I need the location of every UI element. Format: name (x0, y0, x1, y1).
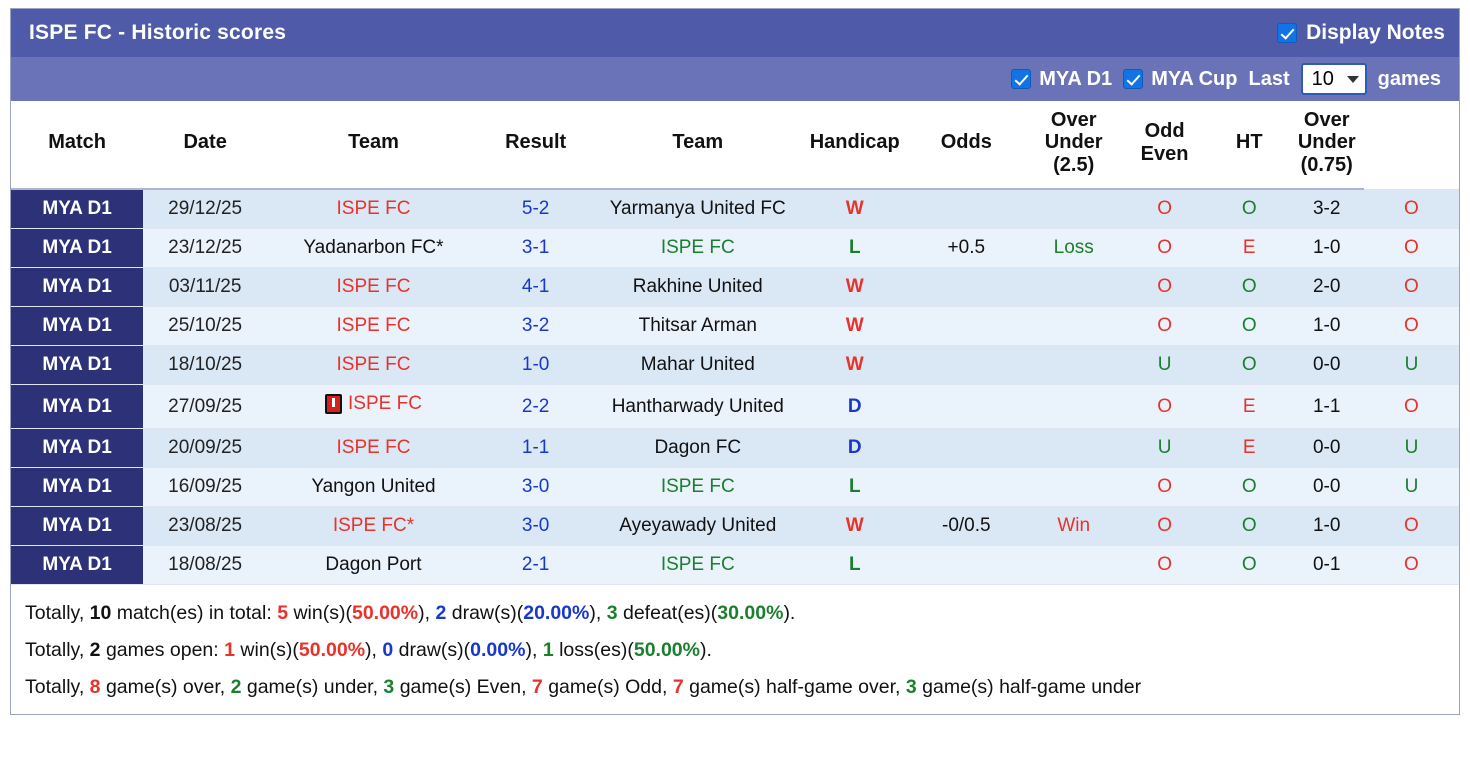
cell-over-under-25: O (1120, 268, 1209, 307)
cell-odd-even: E (1209, 385, 1290, 429)
cell-over-under-25: U (1120, 346, 1209, 385)
mya-cup-checkbox[interactable] (1123, 69, 1143, 89)
page-title: ISPE FC - Historic scores (29, 21, 287, 44)
col-ou075-line2: Under (1297, 131, 1356, 154)
cell-date: 29/12/25 (143, 189, 267, 229)
col-date[interactable]: Date (143, 101, 267, 189)
cell-odds (1027, 385, 1120, 429)
cell-ht: 3-2 (1290, 189, 1364, 229)
cell-result-letter: D (804, 429, 905, 468)
cell-competition: MYA D1 (11, 307, 143, 346)
cell-result-letter: W (804, 268, 905, 307)
cell-over-under-25: O (1120, 189, 1209, 229)
games-label: games (1377, 67, 1441, 90)
cell-over-under-075: O (1364, 307, 1459, 346)
cell-date: 18/10/25 (143, 346, 267, 385)
red-card-icon (325, 394, 342, 414)
cell-over-under-075: O (1364, 268, 1459, 307)
home-team-name: ISPE FC* (332, 515, 415, 537)
cell-score[interactable]: 1-0 (480, 346, 592, 385)
cell-odds (1027, 268, 1120, 307)
home-team-name: Yangon United (311, 476, 436, 498)
cell-away-team[interactable] (591, 546, 804, 585)
summary-block (11, 585, 1459, 714)
cell-odds (1027, 189, 1120, 229)
cell-away-team[interactable] (591, 468, 804, 507)
table-row[interactable] (11, 468, 1459, 507)
display-notes-label: Display Notes (1306, 21, 1445, 44)
s2-v4: 0 (382, 639, 394, 662)
cell-date: 20/09/25 (143, 429, 267, 468)
cell-handicap (905, 346, 1027, 385)
cell-over-under-075: O (1364, 189, 1459, 229)
cell-over-under-25: O (1120, 307, 1209, 346)
cell-date: 23/12/25 (143, 229, 267, 268)
cell-date: 16/09/25 (143, 468, 267, 507)
table-row[interactable] (11, 429, 1459, 468)
table-row[interactable] (11, 189, 1459, 229)
cell-odd-even: E (1209, 229, 1290, 268)
cell-result-letter: W (804, 507, 905, 546)
cell-home-team[interactable] (267, 546, 480, 585)
away-team-name: Dagon FC (654, 437, 742, 459)
s2-t1: Totally, (25, 639, 90, 662)
away-team-name: ISPE FC (660, 554, 735, 576)
cell-result-letter: W (804, 189, 905, 229)
away-team-name: Mahar United (640, 354, 755, 376)
s2-t5: draw(s)( (393, 639, 471, 662)
s3-t5: game(s) Odd, (542, 676, 673, 699)
home-team-name: ISPE FC (348, 393, 422, 415)
away-team-name: Thitsar Arman (638, 315, 757, 337)
cell-ht: 2-0 (1290, 268, 1364, 307)
table-row[interactable] (11, 507, 1459, 546)
cell-odd-even: O (1209, 507, 1290, 546)
games-count-value: 10 (1311, 67, 1334, 90)
filter-mya-cup[interactable] (1123, 68, 1237, 91)
cell-ht: 0-0 (1290, 468, 1364, 507)
cell-odds (1027, 307, 1120, 346)
s1-t6: ), (589, 602, 607, 625)
cell-away-team[interactable] (591, 229, 804, 268)
table-header (11, 101, 1459, 189)
cell-handicap (905, 307, 1027, 346)
home-team-name: ISPE FC (336, 315, 411, 337)
cell-handicap (905, 546, 1027, 585)
s3-t6: game(s) half-game over, (683, 676, 906, 699)
col-ou25-line2: Under (1044, 131, 1103, 154)
s2-t6: ), (525, 639, 543, 662)
table-header-row (11, 101, 1459, 189)
cell-ht: 1-1 (1290, 385, 1364, 429)
cell-competition: MYA D1 (11, 229, 143, 268)
cell-odd-even: O (1209, 189, 1290, 229)
cell-home-team[interactable] (267, 346, 480, 385)
col-oddeven-line1: Odd (1144, 120, 1185, 143)
cell-odd-even: O (1209, 346, 1290, 385)
s1-v2: 5 (277, 602, 289, 625)
table-row[interactable] (11, 307, 1459, 346)
s3-t2: game(s) over, (100, 676, 231, 699)
s1-v1: 10 (89, 602, 112, 625)
cell-result-letter: W (804, 346, 905, 385)
historic-scores-panel (10, 8, 1460, 715)
cell-odd-even: O (1209, 268, 1290, 307)
s1-t2: match(es) in total: (111, 602, 278, 625)
cell-competition: MYA D1 (11, 429, 143, 468)
cell-handicap: -0/0.5 (905, 507, 1027, 546)
s3-t4: game(s) Even, (394, 676, 532, 699)
s2-t2: games open: (100, 639, 225, 662)
summary-line-3 (25, 669, 1445, 706)
col-ou25-line1: Over (1050, 109, 1097, 131)
s3-v5: 7 (672, 676, 684, 699)
cell-over-under-25: O (1120, 229, 1209, 268)
games-count-select[interactable] (1301, 63, 1367, 95)
cell-handicap (905, 468, 1027, 507)
col-result[interactable]: Result (480, 101, 592, 189)
cell-score[interactable]: 1-1 (480, 429, 592, 468)
away-team-name: Ayeyawady United (619, 515, 777, 537)
col-over-under-075[interactable] (1290, 101, 1364, 189)
cell-over-under-075: O (1364, 507, 1459, 546)
home-team-name: ISPE FC (336, 354, 411, 376)
table-row[interactable] (11, 385, 1459, 429)
cell-score[interactable]: 5-2 (480, 189, 592, 229)
cell-home-team[interactable] (267, 268, 480, 307)
cell-competition: MYA D1 (11, 546, 143, 585)
cell-home-team[interactable] (267, 229, 480, 268)
away-team-name: Hantharwady United (611, 395, 784, 417)
s2-t7: loss(es)( (553, 639, 634, 662)
table-row[interactable] (11, 229, 1459, 268)
mya-cup-label: MYA Cup (1151, 67, 1238, 90)
mya-d1-label: MYA D1 (1039, 67, 1113, 90)
cell-ht: 1-0 (1290, 507, 1364, 546)
cell-score[interactable]: 3-0 (480, 507, 592, 546)
cell-over-under-25: U (1120, 429, 1209, 468)
cell-competition: MYA D1 (11, 468, 143, 507)
cell-date: 25/10/25 (143, 307, 267, 346)
cell-over-under-075: O (1364, 385, 1459, 429)
cell-result-letter: D (804, 385, 905, 429)
cell-result-letter: L (804, 546, 905, 585)
home-team-name: ISPE FC (336, 437, 411, 459)
mya-d1-checkbox[interactable] (1011, 69, 1031, 89)
cell-handicap (905, 429, 1027, 468)
cell-handicap (905, 385, 1027, 429)
cell-ht: 0-1 (1290, 546, 1364, 585)
table-row[interactable] (11, 546, 1459, 585)
cell-odd-even: E (1209, 429, 1290, 468)
s2-t4: ), (365, 639, 383, 662)
s1-v5: 20.00% (523, 602, 590, 625)
col-ou25-line3: (2.5) (1053, 153, 1095, 176)
summary-line-1 (25, 595, 1445, 632)
cell-odds: Loss (1027, 229, 1120, 268)
cell-odd-even: O (1209, 468, 1290, 507)
cell-away-team[interactable] (591, 507, 804, 546)
cell-home-team[interactable] (267, 429, 480, 468)
last-label: Last (1248, 67, 1290, 90)
home-team-name: Yadanarbon FC* (303, 237, 444, 259)
s1-t5: draw(s)( (446, 602, 524, 625)
cell-date: 03/11/25 (143, 268, 267, 307)
cell-away-team[interactable] (591, 385, 804, 429)
cell-odds (1027, 429, 1120, 468)
away-team-name: Yarmanya United FC (609, 198, 786, 220)
cell-away-team[interactable] (591, 307, 804, 346)
cell-competition: MYA D1 (11, 189, 143, 229)
cell-score[interactable]: 2-2 (480, 385, 592, 429)
home-team-name: ISPE FC (336, 198, 411, 220)
cell-away-team[interactable] (591, 346, 804, 385)
s2-v7: 50.00% (633, 639, 700, 662)
s2-v1: 2 (89, 639, 101, 662)
col-ou075-line3: (0.75) (1300, 153, 1353, 176)
s2-t8: ). (699, 639, 712, 662)
cell-date: 23/08/25 (143, 507, 267, 546)
s1-t1: Totally, (25, 602, 90, 625)
col-match[interactable]: Match (11, 101, 143, 189)
s3-v1: 8 (89, 676, 101, 699)
s3-v2: 2 (230, 676, 242, 699)
col-handicap[interactable]: Handicap (804, 101, 905, 189)
display-notes-toggle[interactable] (1277, 21, 1445, 45)
col-ou075-line1: Over (1303, 109, 1350, 131)
cell-score[interactable]: 3-2 (480, 307, 592, 346)
cell-away-team[interactable] (591, 189, 804, 229)
cell-home-team[interactable] (267, 385, 480, 429)
cell-handicap (905, 189, 1027, 229)
cell-competition: MYA D1 (11, 507, 143, 546)
s2-v3: 50.00% (298, 639, 366, 662)
summary-line-2 (25, 632, 1445, 669)
cell-score[interactable]: 3-0 (480, 468, 592, 507)
cell-home-team[interactable] (267, 189, 480, 229)
cell-away-team[interactable] (591, 429, 804, 468)
panel-titlebar (11, 9, 1459, 57)
col-away-team[interactable]: Team (591, 101, 804, 189)
s1-t8: ). (783, 602, 796, 625)
cell-competition: MYA D1 (11, 385, 143, 429)
away-team-name: Rakhine United (632, 276, 763, 298)
col-home-team[interactable]: Team (267, 101, 480, 189)
s2-v6: 1 (542, 639, 554, 662)
cell-over-under-075: U (1364, 468, 1459, 507)
s3-v6: 3 (905, 676, 917, 699)
col-over-under-25[interactable] (1027, 101, 1120, 189)
cell-result-letter: L (804, 229, 905, 268)
chevron-down-icon (1347, 76, 1359, 83)
cell-over-under-25: O (1120, 468, 1209, 507)
s1-t4: ), (418, 602, 436, 625)
s3-v3: 3 (383, 676, 395, 699)
col-odd-even[interactable] (1120, 101, 1209, 189)
cell-score[interactable]: 3-1 (480, 229, 592, 268)
cell-handicap: +0.5 (905, 229, 1027, 268)
cell-home-team[interactable] (267, 507, 480, 546)
table-row[interactable] (11, 268, 1459, 307)
filter-mya-d1[interactable] (1011, 68, 1112, 91)
cell-score[interactable]: 4-1 (480, 268, 592, 307)
cell-competition: MYA D1 (11, 268, 143, 307)
s1-v7: 30.00% (717, 602, 784, 625)
cell-result-letter: L (804, 468, 905, 507)
cell-date: 18/08/25 (143, 546, 267, 585)
cell-home-team[interactable] (267, 307, 480, 346)
s3-t1: Totally, (25, 676, 90, 699)
s1-v6: 3 (606, 602, 618, 625)
s1-t3: win(s)( (288, 602, 352, 625)
cell-over-under-25: O (1120, 546, 1209, 585)
cell-home-team[interactable] (267, 468, 480, 507)
cell-away-team[interactable] (591, 268, 804, 307)
cell-handicap (905, 268, 1027, 307)
cell-odds (1027, 546, 1120, 585)
s1-v3: 50.00% (351, 602, 419, 625)
cell-odds: Win (1027, 507, 1120, 546)
cell-ht: 0-0 (1290, 346, 1364, 385)
cell-date: 27/09/25 (143, 385, 267, 429)
cell-over-under-075: O (1364, 229, 1459, 268)
col-ht[interactable]: HT (1209, 101, 1290, 189)
display-notes-checkbox[interactable] (1277, 23, 1297, 43)
away-team-name: ISPE FC (660, 476, 735, 498)
cell-score[interactable]: 2-1 (480, 546, 592, 585)
cell-ht: 0-0 (1290, 429, 1364, 468)
cell-odd-even: O (1209, 546, 1290, 585)
s2-v2: 1 (224, 639, 235, 662)
away-team-name: ISPE FC (660, 237, 735, 259)
s1-v4: 2 (435, 602, 447, 625)
s3-t3: game(s) under, (241, 676, 384, 699)
cell-over-under-25: O (1120, 507, 1209, 546)
cell-over-under-075: O (1364, 546, 1459, 585)
cell-over-under-25: O (1120, 385, 1209, 429)
cell-ht: 1-0 (1290, 229, 1364, 268)
table-body (11, 189, 1459, 585)
cell-odds (1027, 346, 1120, 385)
historic-scores-table (11, 101, 1459, 585)
cell-competition: MYA D1 (11, 346, 143, 385)
cell-result-letter: W (804, 307, 905, 346)
col-oddeven-line2: Even (1140, 142, 1189, 165)
cell-odd-even: O (1209, 307, 1290, 346)
cell-over-under-075: U (1364, 346, 1459, 385)
cell-over-under-075: U (1364, 429, 1459, 468)
s3-t7: game(s) half-game under (916, 676, 1142, 699)
table-row[interactable] (11, 346, 1459, 385)
home-team-name: ISPE FC (336, 276, 411, 298)
cell-ht: 1-0 (1290, 307, 1364, 346)
filter-bar (11, 57, 1459, 101)
home-team-name: Dagon Port (325, 554, 422, 576)
s1-t7: defeat(es)( (617, 602, 718, 625)
cell-odds (1027, 468, 1120, 507)
s2-v5: 0.00% (470, 639, 526, 662)
s2-t3: win(s)( (234, 639, 299, 662)
s3-v4: 7 (531, 676, 543, 699)
col-odds[interactable]: Odds (905, 101, 1027, 189)
